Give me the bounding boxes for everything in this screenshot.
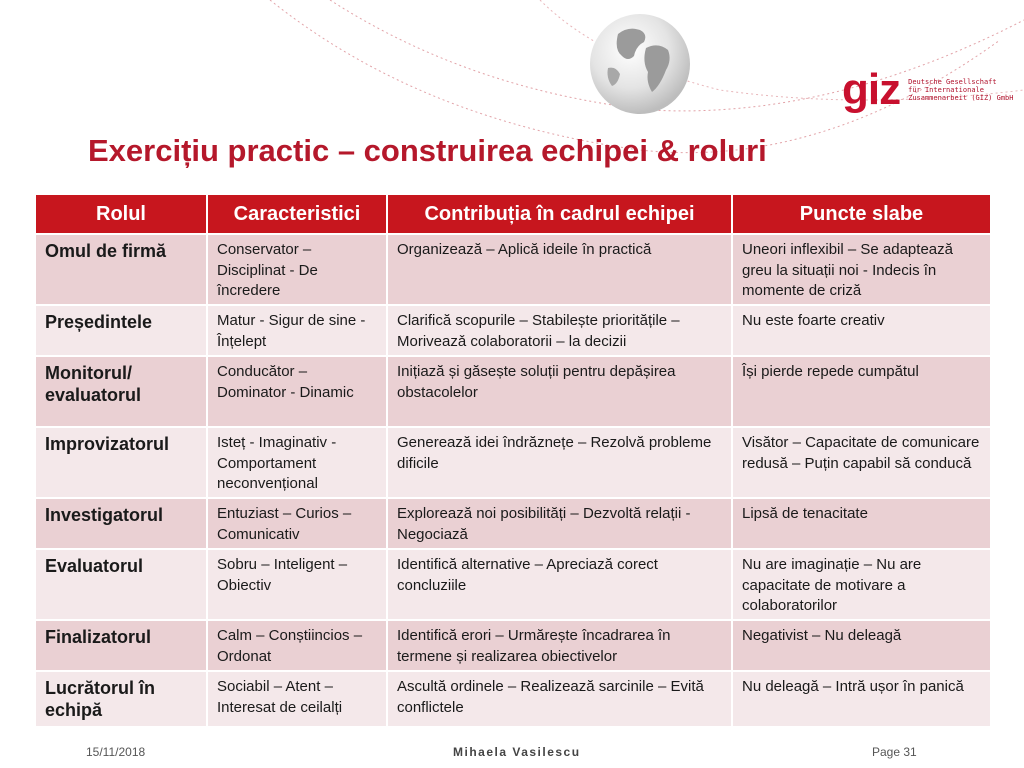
contribution-cell: Inițiază și găsește soluții pentru depășirea obstacolelor	[387, 356, 732, 427]
traits-cell: Matur - Sigur de sine - Înțelept	[207, 305, 387, 356]
traits-cell: Sociabil – Atent – Interesat de ceilalți	[207, 671, 387, 727]
contribution-cell: Identifică erori – Urmărește încadrarea în termene și realizarea obiectivelor	[387, 620, 732, 671]
table-row	[35, 549, 991, 620]
contribution-cell: Generează idei îndrăznețe – Rezolvă probleme dificile	[387, 427, 732, 498]
contribution-cell: Organizează – Aplică ideile în practică	[387, 234, 732, 305]
header-contribution: Contribuția în cadrul echipei	[387, 194, 732, 234]
logo-mark: giz	[842, 65, 901, 114]
role-cell: Monitorul/ evaluatorul	[35, 356, 207, 427]
header-role: Rolul	[35, 194, 207, 234]
table-row	[35, 356, 991, 427]
weaknesses-cell: Nu este foarte creativ	[732, 305, 991, 356]
logo-text	[908, 78, 1013, 102]
contribution-cell: Clarifică scopurile – Stabilește prioritățile – Moriveazǎ colaboratorii – la decizii	[387, 305, 732, 356]
slide-title: Exercițiu practic – construirea echipei & roluri	[88, 133, 767, 168]
footer-page-number: Page 31	[872, 745, 917, 759]
role-cell: Improvizatorul	[35, 427, 207, 498]
footer-date: 15/11/2018	[86, 745, 146, 759]
traits-cell: Isteț - Imaginativ - Comportament neconvențional	[207, 427, 387, 498]
traits-cell: Conducător – Dominator - Dinamic	[207, 356, 387, 427]
role-cell: Investigatorul	[35, 498, 207, 549]
logo-line: für Internationale	[908, 86, 984, 94]
table-row	[35, 427, 991, 498]
header-weaknesses: Puncte slabe	[732, 194, 991, 234]
giz-logo	[842, 65, 1014, 114]
weaknesses-cell: Nu are imaginație – Nu are capacitate de motivare a colaboratorilor	[732, 549, 991, 620]
table-row	[35, 234, 991, 305]
contribution-cell: Ascultă ordinele – Realizează sarcinile – Evită conflictele	[387, 671, 732, 727]
contribution-cell: Identifică alternative – Apreciază corect concluziile	[387, 549, 732, 620]
weaknesses-cell: Negativist – Nu deleagă	[732, 620, 991, 671]
table-row	[35, 498, 991, 549]
contribution-cell: Explorează noi posibilități – Dezvoltă relații - Negociază	[387, 498, 732, 549]
weaknesses-cell: Uneori inflexibil – Se adaptează greu la situații noi - Indecis în momente de criză	[732, 234, 991, 305]
table-row	[35, 671, 991, 727]
header-traits: Caracteristici	[207, 194, 387, 234]
traits-cell: Conservator – Disciplinat - De încredere	[207, 234, 387, 305]
role-cell: Lucrătorul în echipă	[35, 671, 207, 727]
weaknesses-cell: Lipsă de tenacitate	[732, 498, 991, 549]
role-cell: Președintele	[35, 305, 207, 356]
traits-cell: Sobru – Inteligent – Obiectiv	[207, 549, 387, 620]
weaknesses-cell: Visător – Capacitate de comunicare redusă – Puțin capabil să conducă	[732, 427, 991, 498]
logo-line: Zusammenarbeit (GIZ) GmbH	[908, 94, 1014, 102]
role-cell: Omul de firmă	[35, 234, 207, 305]
traits-cell: Entuziast – Curios – Comunicativ	[207, 498, 387, 549]
role-cell: Finalizatorul	[35, 620, 207, 671]
traits-cell: Calm – Conștiincios – Ordonat	[207, 620, 387, 671]
weaknesses-cell: Nu deleagă – Intră ușor în panică	[732, 671, 991, 727]
table-header-row	[35, 194, 991, 234]
globe-icon	[588, 12, 692, 116]
roles-table	[34, 193, 992, 728]
table-row	[35, 305, 991, 356]
logo-line: Deutsche Gesellschaft	[908, 78, 997, 86]
table-row	[35, 620, 991, 671]
footer-author: Mihaela Vasilescu	[453, 745, 581, 759]
weaknesses-cell: Își pierde repede cumpătul	[732, 356, 991, 427]
role-cell: Evaluatorul	[35, 549, 207, 620]
